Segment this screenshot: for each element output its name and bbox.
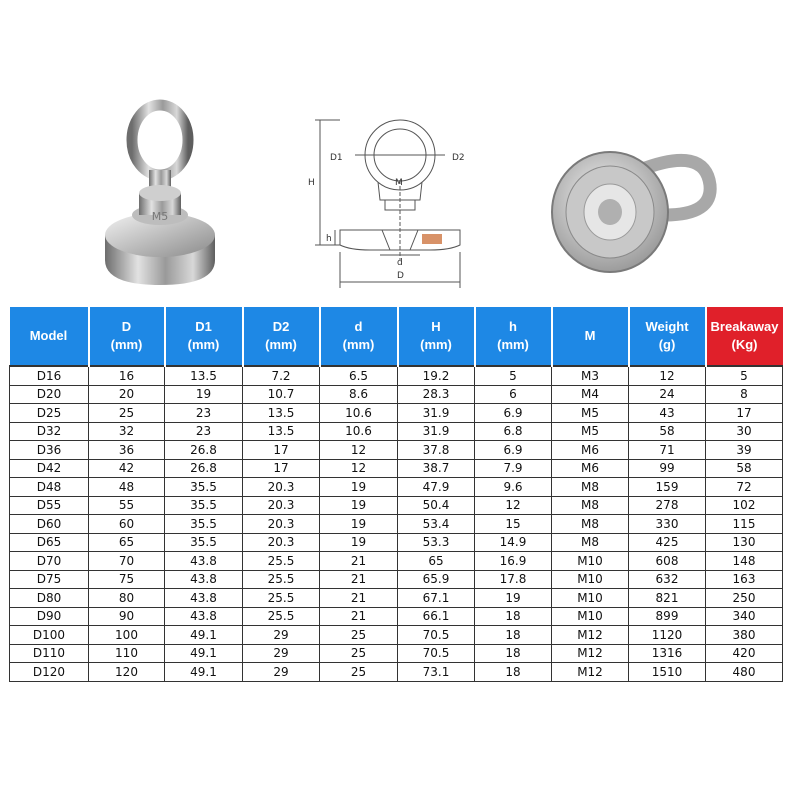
- table-cell: 12: [629, 366, 706, 385]
- table-cell: 20: [89, 385, 165, 404]
- column-header: [89, 307, 165, 366]
- column-header-unit: (mm): [420, 337, 452, 352]
- table-cell: 21: [320, 552, 398, 571]
- table-cell: 632: [629, 570, 706, 589]
- table-cell: 821: [629, 589, 706, 608]
- column-header: [552, 307, 629, 366]
- table-cell: 14.9: [475, 533, 552, 552]
- table-cell: 19: [320, 533, 398, 552]
- table-cell: 66.1: [398, 607, 475, 626]
- table-cell: 17: [706, 404, 783, 423]
- magnet-photo-bottom: [545, 140, 720, 280]
- table-row: [10, 533, 783, 552]
- table-row: [10, 589, 783, 608]
- table-row: [10, 459, 783, 478]
- table-cell: 36: [89, 441, 165, 460]
- table-cell: 70.5: [398, 644, 475, 663]
- table-cell: M6: [552, 441, 629, 460]
- table-cell: 29: [243, 644, 320, 663]
- column-header: [10, 307, 89, 366]
- table-cell: M10: [552, 589, 629, 608]
- table-row: [10, 496, 783, 515]
- column-header-label: D2: [272, 319, 290, 334]
- table-cell: M6: [552, 459, 629, 478]
- table-cell: 25: [320, 626, 398, 645]
- table-cell: 26.8: [165, 441, 243, 460]
- table-cell: 340: [706, 607, 783, 626]
- table-cell: M8: [552, 496, 629, 515]
- table-cell: M8: [552, 515, 629, 534]
- table-cell: 25.5: [243, 607, 320, 626]
- table-cell: 65: [89, 533, 165, 552]
- table-cell: M3: [552, 366, 629, 385]
- table-cell: 19: [320, 496, 398, 515]
- table-cell: 90: [89, 607, 165, 626]
- table-cell: 278: [629, 496, 706, 515]
- column-header: [398, 307, 475, 366]
- model-cell: D110: [10, 644, 89, 663]
- table-cell: 20.3: [243, 496, 320, 515]
- table-row: [10, 626, 783, 645]
- table-cell: 23: [165, 422, 243, 441]
- column-header: [320, 307, 398, 366]
- table-cell: 9.6: [475, 478, 552, 497]
- table-cell: 43: [629, 404, 706, 423]
- table-cell: 67.1: [398, 589, 475, 608]
- table-cell: 18: [475, 663, 552, 682]
- table-cell: 43.8: [165, 552, 243, 571]
- table-cell: 1120: [629, 626, 706, 645]
- table-cell: 37.8: [398, 441, 475, 460]
- table-cell: 13.5: [165, 366, 243, 385]
- model-cell: D60: [10, 515, 89, 534]
- table-cell: 29: [243, 626, 320, 645]
- table-cell: 5: [706, 366, 783, 385]
- table-cell: 148: [706, 552, 783, 571]
- dimension-drawing: [300, 110, 500, 295]
- column-header-unit: (mm): [110, 337, 143, 352]
- column-header-unit: (mm): [342, 337, 375, 352]
- table-cell: 47.9: [398, 478, 475, 497]
- table-cell: 43.8: [165, 589, 243, 608]
- table-cell: 16: [89, 366, 165, 385]
- model-cell: D20: [10, 385, 89, 404]
- diagram-label-h-lower: h: [326, 234, 332, 244]
- table-cell: 72: [706, 478, 783, 497]
- table-cell: 100: [89, 626, 165, 645]
- table-cell: 5: [475, 366, 552, 385]
- table-cell: 25.5: [243, 570, 320, 589]
- table-cell: 49.1: [165, 626, 243, 645]
- table-cell: 30: [706, 422, 783, 441]
- table-cell: 12: [320, 441, 398, 460]
- column-header: [629, 307, 706, 366]
- table-cell: M12: [552, 626, 629, 645]
- table-cell: 25: [89, 404, 165, 423]
- table-cell: 163: [706, 570, 783, 589]
- table-row: [10, 404, 783, 423]
- table-cell: 130: [706, 533, 783, 552]
- table-cell: 53.3: [398, 533, 475, 552]
- table-cell: M10: [552, 552, 629, 571]
- column-header-label: Model: [29, 328, 68, 343]
- column-header-label: D1: [195, 319, 212, 334]
- specification-table: [9, 307, 783, 682]
- table-cell: 43.8: [165, 570, 243, 589]
- table-cell: 12: [320, 459, 398, 478]
- table-cell: M12: [552, 663, 629, 682]
- diagram-label-d-big: D: [397, 271, 404, 281]
- table-cell: M8: [552, 533, 629, 552]
- table-cell: 35.5: [165, 478, 243, 497]
- table-row: [10, 607, 783, 626]
- diagram-label-m: M: [395, 178, 403, 188]
- table-cell: 23: [165, 404, 243, 423]
- table-cell: 80: [89, 589, 165, 608]
- table-cell: 10.6: [320, 404, 398, 423]
- column-header-unit: (mm): [265, 337, 297, 352]
- table-cell: 21: [320, 570, 398, 589]
- table-cell: 8.6: [320, 385, 398, 404]
- table-cell: 1510: [629, 663, 706, 682]
- table-cell: 420: [706, 644, 783, 663]
- table-cell: 19: [320, 478, 398, 497]
- table-cell: 58: [629, 422, 706, 441]
- table-cell: 19: [475, 589, 552, 608]
- model-cell: D55: [10, 496, 89, 515]
- table-cell: 25: [320, 663, 398, 682]
- table-cell: 20.3: [243, 533, 320, 552]
- table-cell: 73.1: [398, 663, 475, 682]
- table-cell: 70.5: [398, 626, 475, 645]
- table-cell: 6.9: [475, 404, 552, 423]
- table-cell: 65: [398, 552, 475, 571]
- table-cell: 19.2: [398, 366, 475, 385]
- model-cell: D100: [10, 626, 89, 645]
- product-images: [0, 0, 790, 300]
- table-cell: 58: [706, 459, 783, 478]
- column-header: [243, 307, 320, 366]
- table-cell: 6: [475, 385, 552, 404]
- column-header-unit: (g): [658, 337, 676, 352]
- table-cell: 32: [89, 422, 165, 441]
- column-header: [165, 307, 243, 366]
- column-header-unit: (mm): [187, 337, 220, 352]
- table-cell: 39: [706, 441, 783, 460]
- table-cell: 35.5: [165, 533, 243, 552]
- table-cell: 115: [706, 515, 783, 534]
- column-header-label: D: [121, 319, 132, 334]
- table-cell: 75: [89, 570, 165, 589]
- table-cell: 19: [165, 385, 243, 404]
- column-header-label: M: [584, 328, 596, 343]
- table-cell: 49.1: [165, 663, 243, 682]
- table-cell: 35.5: [165, 515, 243, 534]
- table-cell: 102: [706, 496, 783, 515]
- table-cell: 18: [475, 644, 552, 663]
- table-cell: 35.5: [165, 496, 243, 515]
- table-cell: 20.3: [243, 515, 320, 534]
- table-cell: 8: [706, 385, 783, 404]
- diagram-label-d-small: d: [397, 258, 403, 268]
- table-cell: 29: [243, 663, 320, 682]
- table-cell: 53.4: [398, 515, 475, 534]
- table-cell: 24: [629, 385, 706, 404]
- table-cell: 99: [629, 459, 706, 478]
- table-cell: 28.3: [398, 385, 475, 404]
- magnet-photo-front: [95, 95, 225, 295]
- table-row: [10, 663, 783, 682]
- table-cell: 18: [475, 626, 552, 645]
- table-cell: 10.7: [243, 385, 320, 404]
- table-cell: 480: [706, 663, 783, 682]
- column-header: [475, 307, 552, 366]
- column-header-label: h: [509, 319, 517, 334]
- table-row: [10, 552, 783, 571]
- table-cell: 380: [706, 626, 783, 645]
- table-cell: 13.5: [243, 404, 320, 423]
- table-cell: 899: [629, 607, 706, 626]
- table-row: [10, 366, 783, 385]
- table-cell: 48: [89, 478, 165, 497]
- table-cell: 65.9: [398, 570, 475, 589]
- table-cell: M5: [552, 404, 629, 423]
- column-header-unit: (mm): [497, 337, 529, 352]
- table-cell: 70: [89, 552, 165, 571]
- table-cell: 19: [320, 515, 398, 534]
- table-cell: M10: [552, 570, 629, 589]
- table-cell: 25: [320, 644, 398, 663]
- column-header-label: d: [354, 319, 363, 334]
- column-header-unit: (Kg): [731, 337, 758, 352]
- table-cell: 13.5: [243, 422, 320, 441]
- model-cell: D80: [10, 589, 89, 608]
- table-cell: 330: [629, 515, 706, 534]
- table-cell: 21: [320, 607, 398, 626]
- model-cell: D65: [10, 533, 89, 552]
- table-cell: 6.8: [475, 422, 552, 441]
- table-cell: 7.9: [475, 459, 552, 478]
- model-cell: D32: [10, 422, 89, 441]
- model-cell: D16: [10, 366, 89, 385]
- table-cell: 20.3: [243, 478, 320, 497]
- table-cell: 16.9: [475, 552, 552, 571]
- table-cell: 21: [320, 589, 398, 608]
- table-cell: 49.1: [165, 644, 243, 663]
- table-row: [10, 570, 783, 589]
- table-cell: 1316: [629, 644, 706, 663]
- table-header-row: [10, 307, 783, 366]
- table-row: [10, 441, 783, 460]
- table-cell: 50.4: [398, 496, 475, 515]
- table-cell: M10: [552, 607, 629, 626]
- table-row: [10, 422, 783, 441]
- table-row: [10, 515, 783, 534]
- table-cell: 17: [243, 459, 320, 478]
- model-cell: D70: [10, 552, 89, 571]
- table-cell: M8: [552, 478, 629, 497]
- table-cell: 43.8: [165, 607, 243, 626]
- table-cell: 425: [629, 533, 706, 552]
- table-cell: 25.5: [243, 589, 320, 608]
- table-cell: M5: [552, 422, 629, 441]
- table-cell: 25.5: [243, 552, 320, 571]
- model-cell: D120: [10, 663, 89, 682]
- table-cell: 12: [475, 496, 552, 515]
- table-row: [10, 644, 783, 663]
- table-cell: 17: [243, 441, 320, 460]
- table-cell: 71: [629, 441, 706, 460]
- table-cell: 55: [89, 496, 165, 515]
- model-cell: D25: [10, 404, 89, 423]
- table-body: [10, 366, 783, 681]
- column-header: [706, 307, 783, 366]
- table-cell: M12: [552, 644, 629, 663]
- column-header-label: Weight: [645, 319, 689, 334]
- model-cell: D75: [10, 570, 89, 589]
- table-cell: 6.9: [475, 441, 552, 460]
- model-cell: D36: [10, 441, 89, 460]
- table-cell: 608: [629, 552, 706, 571]
- table-cell: 38.7: [398, 459, 475, 478]
- model-cell: D42: [10, 459, 89, 478]
- table-cell: 159: [629, 478, 706, 497]
- column-header-label: H: [431, 319, 441, 334]
- table-cell: 10.6: [320, 422, 398, 441]
- table-cell: 60: [89, 515, 165, 534]
- table-cell: 7.2: [243, 366, 320, 385]
- column-header-label: Breakaway: [710, 319, 779, 334]
- table-cell: 110: [89, 644, 165, 663]
- table-cell: 15: [475, 515, 552, 534]
- photo-marking-m5: M5: [151, 210, 169, 223]
- table-cell: 6.5: [320, 366, 398, 385]
- table-row: [10, 385, 783, 404]
- table-cell: M4: [552, 385, 629, 404]
- table-cell: 31.9: [398, 404, 475, 423]
- table-cell: 31.9: [398, 422, 475, 441]
- table-cell: 120: [89, 663, 165, 682]
- diagram-label-d2: D2: [452, 153, 465, 163]
- table-cell: 42: [89, 459, 165, 478]
- table-cell: 26.8: [165, 459, 243, 478]
- table-cell: 18: [475, 607, 552, 626]
- diagram-label-h-upper: H: [308, 178, 315, 188]
- model-cell: D48: [10, 478, 89, 497]
- table-row: [10, 478, 783, 497]
- model-cell: D90: [10, 607, 89, 626]
- table-cell: 17.8: [475, 570, 552, 589]
- diagram-label-d1: D1: [330, 153, 343, 163]
- table-cell: 250: [706, 589, 783, 608]
